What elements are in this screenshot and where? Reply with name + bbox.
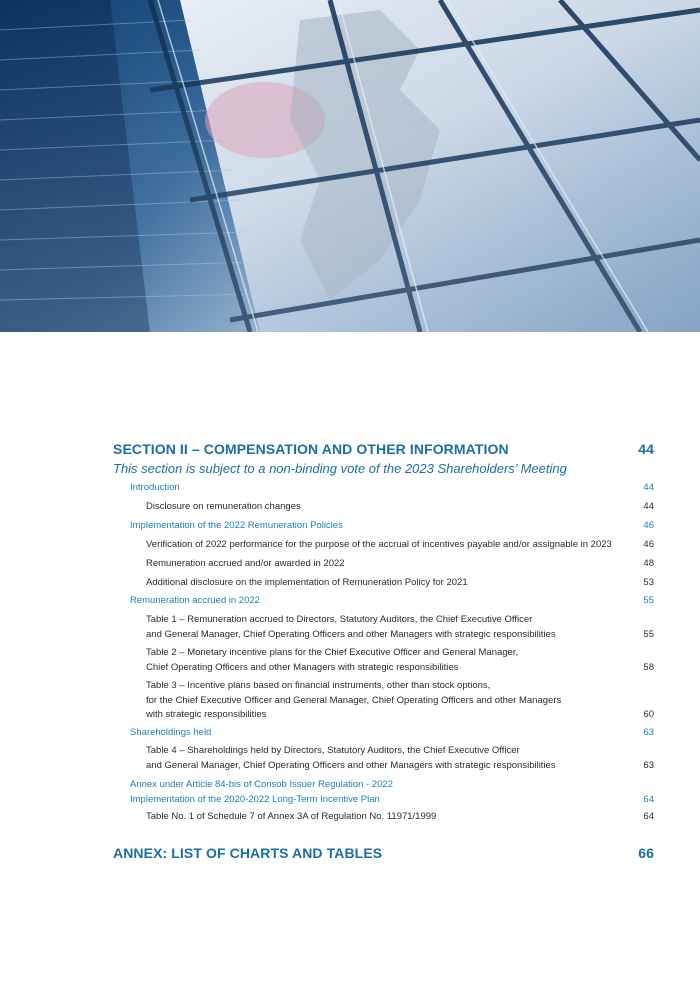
annex-page-number: 66	[638, 845, 654, 861]
annex-heading[interactable]	[113, 845, 654, 863]
toc-entry-shareholdings-held[interactable]: Shareholdings held 63	[130, 727, 654, 738]
toc-entry-remuneration-accrued-awarded-2022[interactable]: Remuneration accrued and/or awarded in 2022 48	[146, 558, 654, 569]
section-heading[interactable]	[113, 441, 654, 459]
hero-image	[0, 0, 700, 332]
toc-entry-annex-article-84-bis[interactable]: Annex under Article 84-bis of Consob Issuer Regulation - 2022 Implementation of the 2020-2022 Long-Term Incentive Plan 64	[130, 779, 654, 805]
toc-entry-remuneration-accrued-2022[interactable]: Remuneration accrued in 2022 55	[130, 595, 654, 606]
toc-entry-implementation-2022-policies[interactable]: Implementation of the 2022 Remuneration Policies 46	[130, 520, 654, 531]
toc-entry-verification-2022-performance[interactable]: Verification of 2022 performance for the purpose of the accrual of incentives payable and/or assignable in 2023 46	[146, 539, 654, 550]
section-subtitle: This section is subject to a non-binding vote of the 2023 Shareholders’ Meeting	[113, 461, 567, 476]
toc-entry-disclosure-remuneration-changes[interactable]: Disclosure on remuneration changes 44	[146, 501, 654, 512]
toc-entry-introduction[interactable]: Introduction 44	[130, 482, 654, 493]
toc-entry-table-2[interactable]: Table 2 – Monetary incentive plans for the Chief Executive Officer and General Manager, Chief Operating Officers and other Managers with strategic responsibilities 58	[146, 647, 654, 673]
toc-entry-table-1[interactable]: Table 1 – Remuneration accrued to Directors, Statutory Auditors, the Chief Executive Officer and General Manager, Chief Operating Officers and other Managers with strategic responsibilities 55	[146, 614, 654, 640]
toc-entry-additional-disclosure-2021[interactable]: Additional disclosure on the implementation of Remuneration Policy for 2021 53	[146, 577, 654, 588]
annex-title: ANNEX: LIST OF CHARTS AND TABLES	[113, 845, 383, 861]
toc-entry-table-no-1-schedule-7[interactable]: Table No. 1 of Schedule 7 of Annex 3A of Regulation No. 11971/1999 64	[146, 811, 654, 822]
glass-facade-illustration	[0, 0, 700, 332]
toc-entry-table-3[interactable]: Table 3 – Incentive plans based on financial instruments, other than stock options, for the Chief Executive Officer and General Manager, Chief Operating Officers and other Managers with strategic responsibilities 60	[146, 680, 654, 720]
toc-entry-table-4[interactable]: Table 4 – Shareholdings held by Directors, Statutory Auditors, the Chief Executive Officer and General Manager, Chief Operating Officers and other Managers with strategic responsibilities 63	[146, 745, 654, 771]
section-title: SECTION II – COMPENSATION AND OTHER INFORMATION	[113, 441, 509, 457]
section-page-number: 44	[638, 441, 654, 457]
